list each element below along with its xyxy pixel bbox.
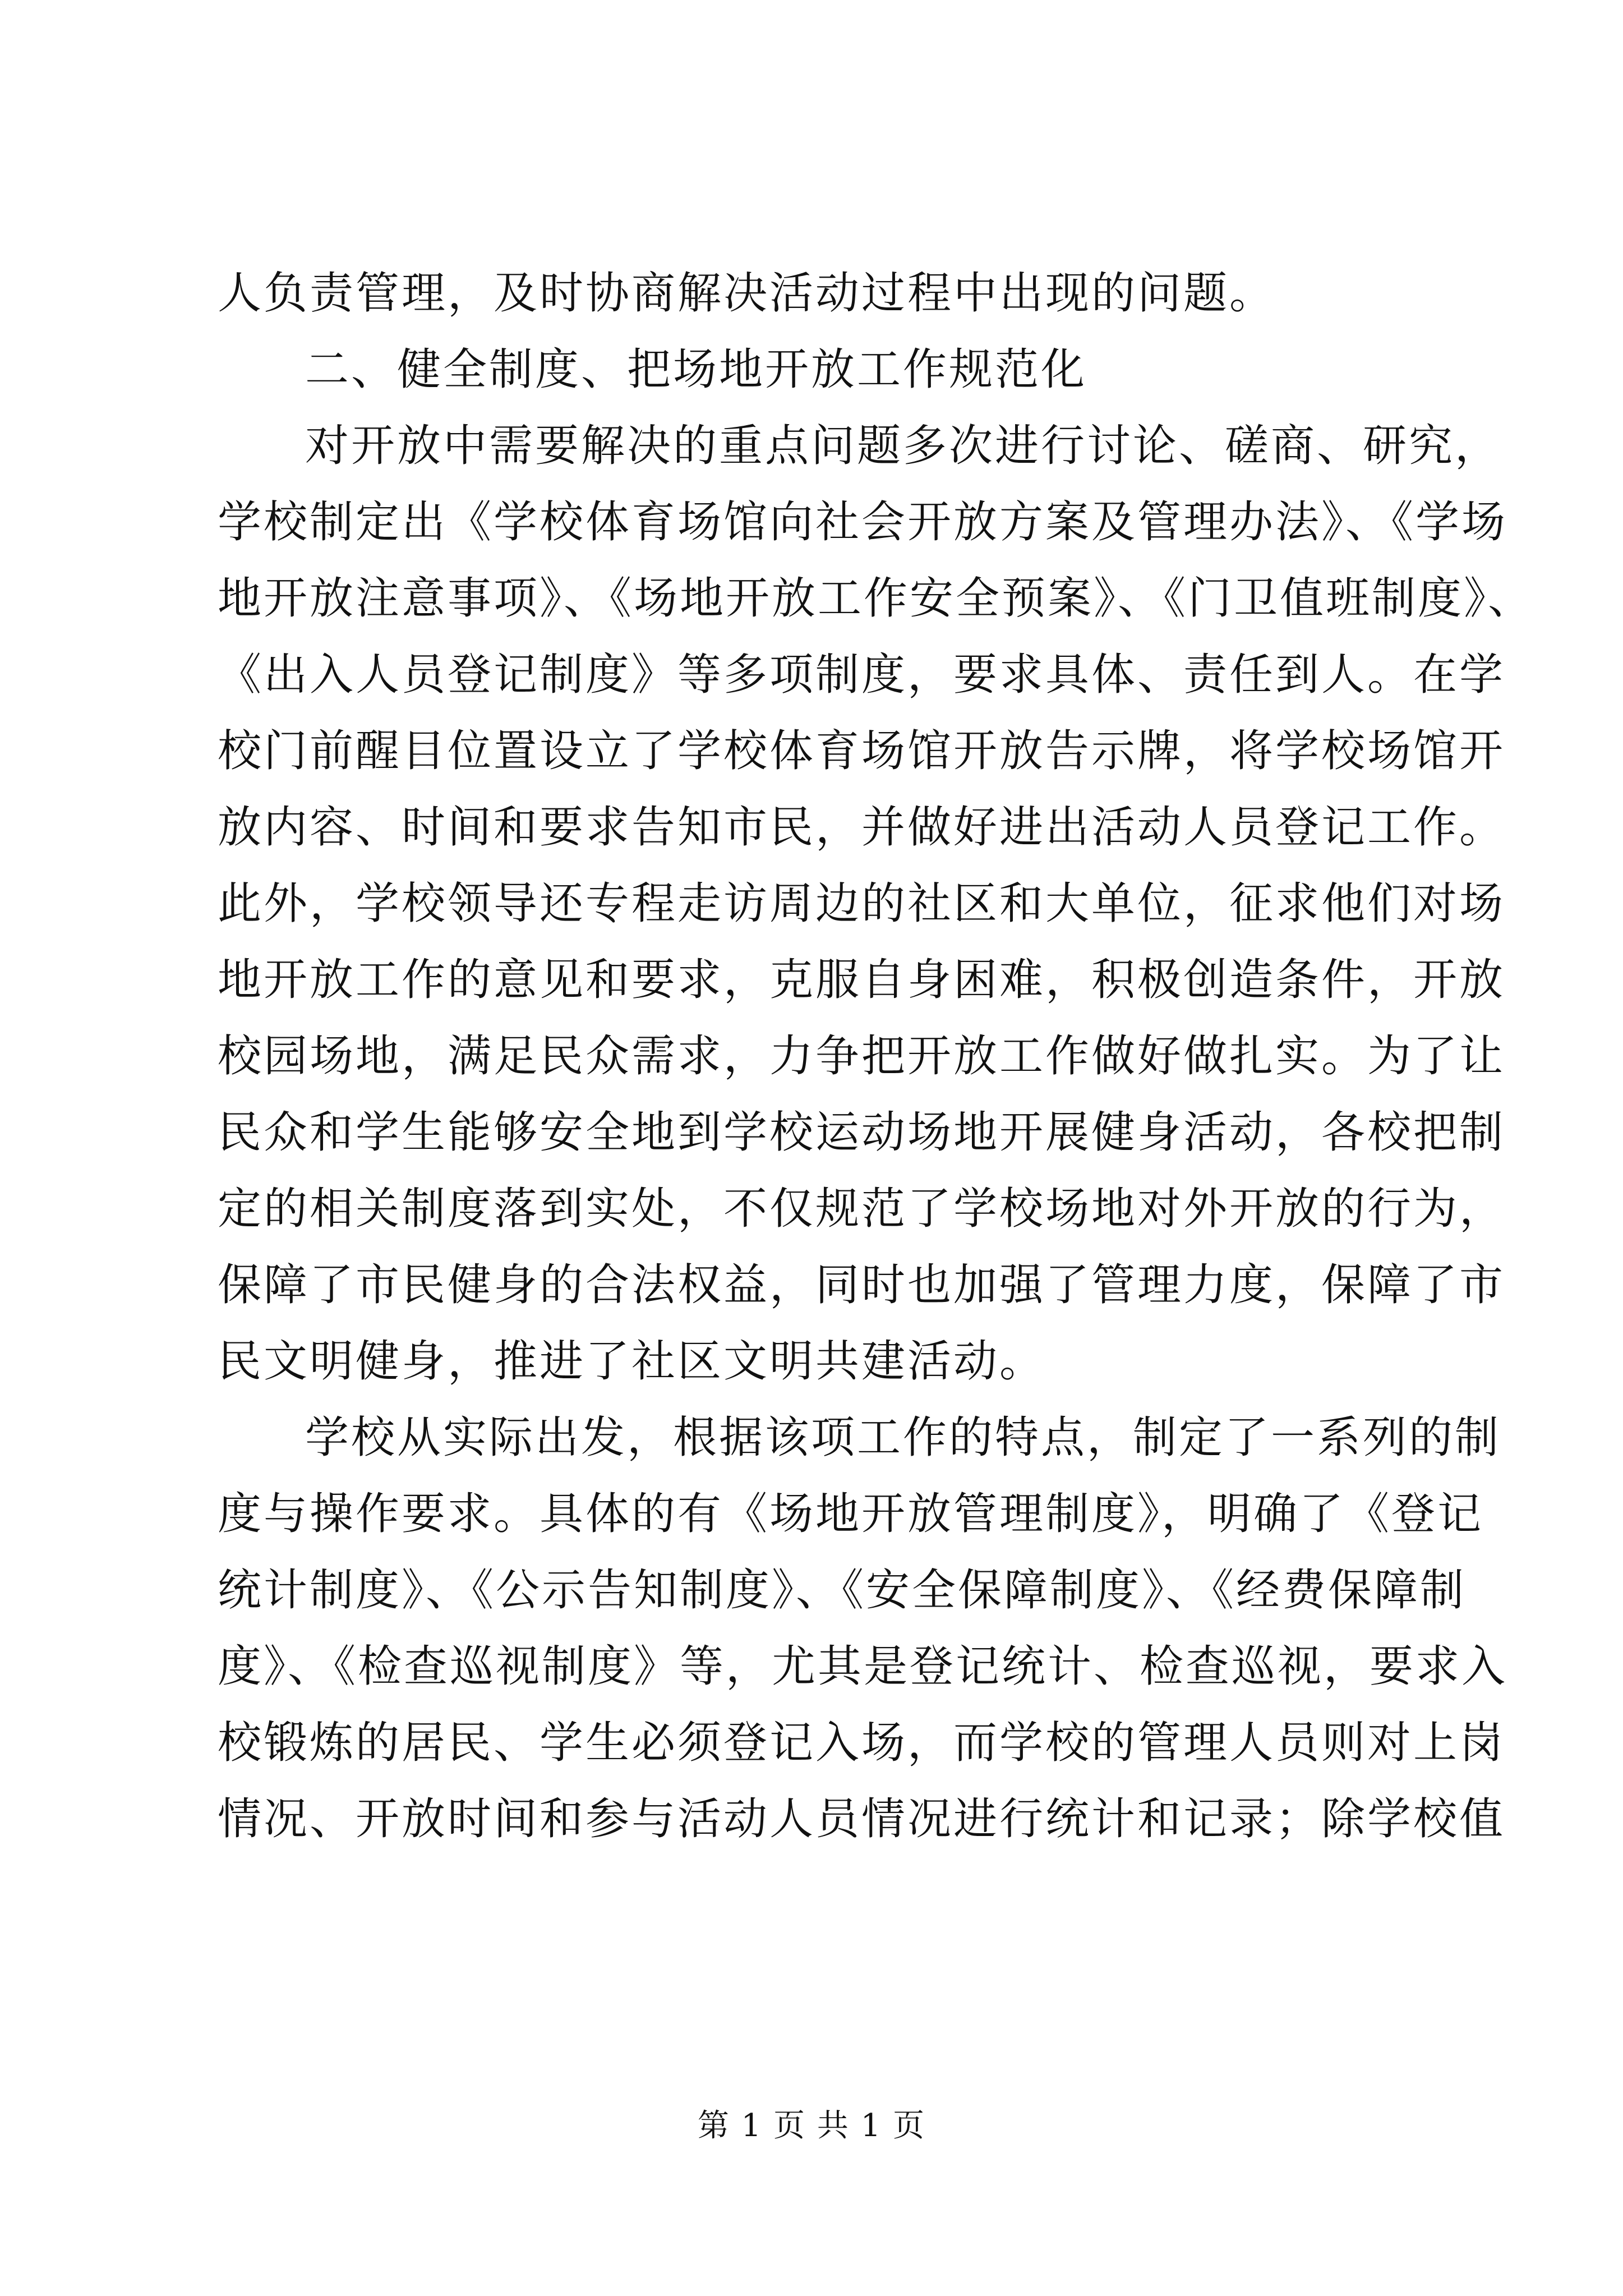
text-line: 度》、《检查巡视制度》等，尤其是登记统计、检查巡视，要求入 [218, 1641, 1508, 1692]
text-line: 此外，学校领导还专程走访周边的社区和大单位，征求他们对场 [218, 878, 1506, 929]
section-heading: 二、健全制度、把场地开放工作规范化 [305, 344, 1087, 395]
text-line: 校门前醒目位置设立了学校体育场馆开放告示牌，将学校场馆开 [218, 726, 1506, 776]
text-line: 民众和学生能够安全地到学校运动场地开展健身活动，各校把制 [218, 1107, 1506, 1158]
text-line: 人负责管理，及时协商解决活动过程中出现的问题。 [218, 268, 1276, 319]
text-line: 度与操作要求。具体的有《场地开放管理制度》，明确了《登记 [218, 1489, 1484, 1539]
page-number: 第 1 页 共 1 页 [697, 2108, 926, 2144]
text-line: 对开放中需要解决的重点问题多次进行讨论、磋商、研究， [305, 421, 1501, 471]
text-line: 统计制度》、《公示告知制度》、《安全保障制度》、《经费保障制 [218, 1565, 1467, 1616]
text-line: 保障了市民健身的合法权益，同时也加强了管理力度，保障了市 [218, 1260, 1506, 1310]
text-line: 地开放注意事项》、《场地开放工作安全预案》、《门卫值班制度》、 [218, 573, 1534, 624]
text-line: 地开放工作的意见和要求，克服自身困难，积极创造条件，开放 [218, 955, 1506, 1005]
text-line: 放内容、时间和要求告知市民，并做好进出活动人员登记工作。 [218, 802, 1506, 853]
document-body [218, 255, 1534, 1857]
text-line: 校园场地，满足民众需求，力争把开放工作做好做扎实。为了让 [218, 1031, 1506, 1082]
text-line: 《出入人员登记制度》等多项制度，要求具体、责任到人。在学 [218, 650, 1506, 700]
text-line: 定的相关制度落到实处，不仅规范了学校场地对外开放的行为， [218, 1184, 1506, 1234]
text-line: 学校制定出《学校体育场馆向社会开放方案及管理办法》、《学场 [218, 497, 1508, 547]
text-line: 学校从实际出发，根据该项工作的特点，制定了一系列的制 [305, 1412, 1501, 1463]
page-footer [0, 2106, 1623, 2146]
text-line: 民文明健身，推进了社区文明共建活动。 [218, 1336, 1046, 1387]
text-line: 校锻炼的居民、学生必须登记入场，而学校的管理人员则对上岗 [218, 1718, 1506, 1768]
text-line: 情况、开放时间和参与活动人员情况进行统计和记录；除学校值 [218, 1794, 1506, 1844]
